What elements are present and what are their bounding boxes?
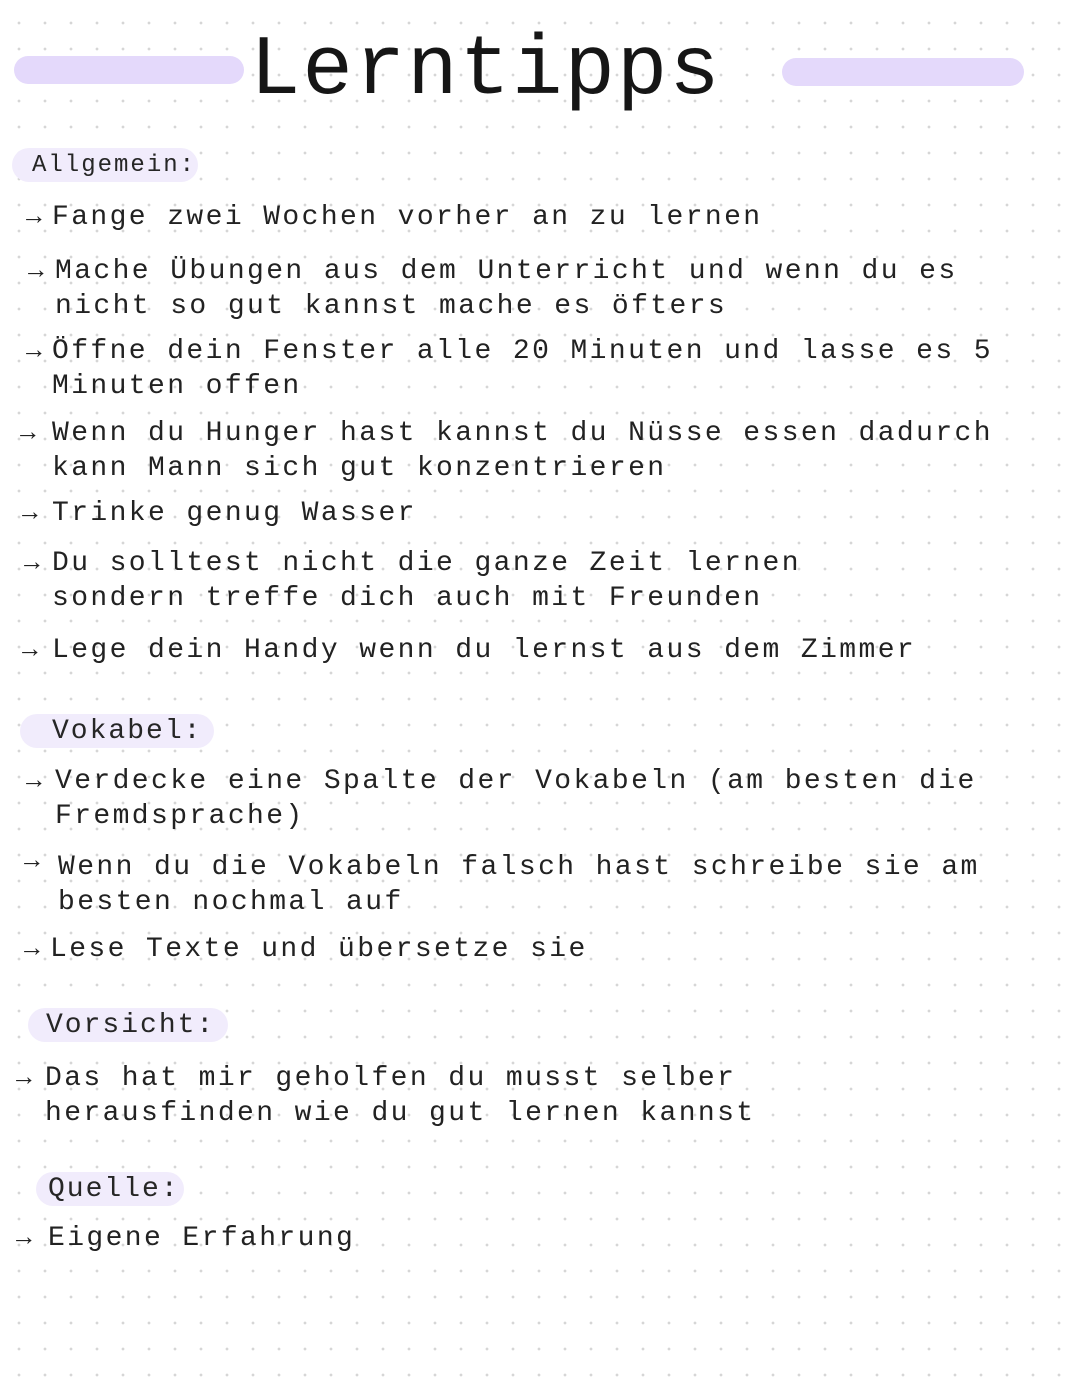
item-text-line: Lese Texte und übersetze sie — [50, 934, 588, 965]
arrow-icon: → — [22, 498, 38, 528]
section-heading-allgemein — [32, 148, 196, 184]
item-text-line: Fange zwei Wochen vorher an zu lernen — [52, 202, 763, 233]
section-heading-vorsicht — [46, 1008, 215, 1044]
title-decoration-left — [14, 56, 244, 84]
section-heading-vokabel — [52, 714, 202, 750]
arrow-icon: → — [24, 548, 40, 578]
section-heading-quelle — [48, 1172, 180, 1208]
item-text-line: Verdecke eine Spalte der Vokabeln (am besten die — [55, 766, 977, 797]
item-text-line: sondern treffe dich auch mit Freunden — [52, 583, 763, 614]
heading-label: Vorsicht: — [46, 1010, 216, 1041]
item-text-line: Fremdsprache) — [55, 801, 305, 832]
item-text-line: besten nochmal auf — [58, 887, 404, 918]
item-text-line: Du solltest nicht die ganze Zeit lernen — [52, 548, 801, 579]
arrow-icon: → — [22, 635, 38, 665]
heading-label: Allgemein: — [32, 152, 197, 179]
arrow-icon: → — [28, 256, 44, 286]
item-text-line: Das hat mir geholfen du musst selber — [45, 1063, 737, 1094]
arrow-icon: → — [26, 336, 42, 366]
arrow-icon: → — [26, 202, 42, 232]
heading-label: Vokabel: — [52, 716, 203, 747]
item-text-line: Lege dein Handy wenn du lernst aus dem Zimmer — [52, 635, 917, 666]
arrow-icon: → — [26, 766, 42, 796]
arrow-icon: → — [16, 1223, 32, 1253]
item-text-line: herausfinden wie du gut lernen kannst — [45, 1098, 756, 1129]
heading-label: Quelle: — [48, 1174, 180, 1205]
item-text-line: Eigene Erfahrung — [48, 1223, 356, 1254]
page-title: Lerntipps — [250, 24, 722, 119]
arrow-icon: → — [20, 418, 36, 448]
item-text-line: Wenn du die Vokabeln falsch hast schreibe sie am — [58, 852, 980, 883]
item-text-line: Mache Übungen aus dem Unterricht und wenn du es — [55, 256, 958, 287]
arrow-icon: → — [16, 1063, 32, 1093]
item-text-line: Wenn du Hunger hast kannst du Nüsse essen dadurch — [52, 418, 993, 449]
item-text-line: Trinke genug Wasser — [52, 498, 417, 529]
item-text-line: nicht so gut kannst mache es öfters — [55, 291, 728, 322]
title-decoration-right — [782, 58, 1024, 86]
arrow-icon: → — [24, 934, 40, 964]
item-text-line: Öffne dein Fenster alle 20 Minuten und lasse es 5 — [52, 336, 993, 367]
item-text-line: Minuten offen — [52, 371, 302, 402]
arrow-icon: → — [24, 846, 40, 876]
item-text-line: kann Mann sich gut konzentrieren — [52, 453, 667, 484]
